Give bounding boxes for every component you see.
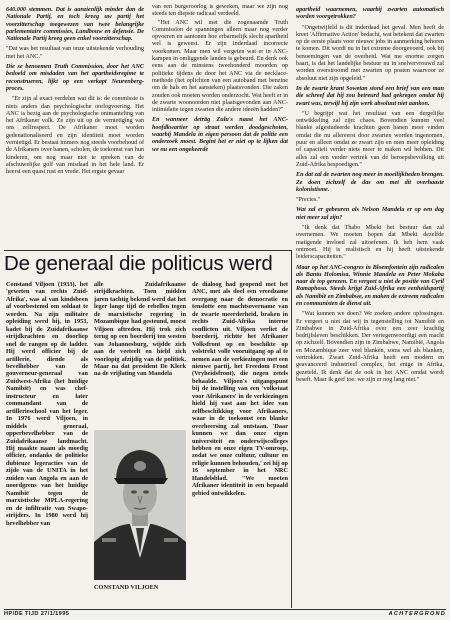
paragraph: Maar op het ANC-congres in Bloemfontein zijn radicalen als Bantu Holomisa, Winnie Mandela en Peter Mokaba naar de top gerezen. En vergeet u niet de positie van Cyril Ramaphosa. Steeds krijgt Zuid-Afrika een eenheidspartij als Namibië en Zimbabwe, en maken de extreem radicalen en communisten de dienst uit. <box>296 264 444 307</box>
paragraph: En wanneer deträg Zulu's naast het ANC-hoofdkwartier op straat werden doodgeschoten, waarbij Mandela in eigen persoon dat de politie een onderzoek moest. Begint het er niet op te lijken dat we nu een ongekeerde <box>152 117 288 153</box>
paragraph: Die se benoemen Truth Commission, door het ANC bedoeld om misdaden van het apartheidsregime te reconstrueren, lijkt op een verkapt Neurenberg-proces. <box>6 64 144 92</box>
paragraph: van een burgeroorlog is geweken, maar we zijn nog steeds ten diepste radicaal verdeeld. <box>152 4 288 18</box>
column-top-1 <box>6 4 144 244</box>
general-portrait-image <box>94 430 186 580</box>
paragraph: 640.000 stemmen. Dat is aanzienlijk minder dan de Nationale Partij, en toch kreeg uw partij het voorzitterschap toegewezen van twee belangrijke parlementaire commissies, Landbouw en defensie. De Nationale Partij kreeg geen enkel voorzitterschap. <box>6 7 144 43</box>
paragraph: alle Zuidafrikaanse strijdkrachten. Toen midden jaren tachtig bekend werd dat het leger lange tijd de rebellen tegen de marxistische regering in Mozambique had gesteund, moest Viljoen aftreden. Hij trok zich terug op een boerderij ten westen van Johannesburg, wijdde zich aan de veeteelt en hield zich voorlopig afzijdig van de politiek. Maar na dat president De Klerk na de vrijlating van Mandela <box>94 281 186 378</box>
article-headline: De generaal die politicus werd <box>4 252 273 275</box>
paragraph: "Dat was het resultaat van onze uitstekende verhouding met het ANC." <box>6 46 144 60</box>
paragraph: "Het ANC wil met die zogenaamde Truth Commission de spanningen alleen maar nog verder opvoeren en aantonen hoe erbarmelijk slecht apartheid wel is geweest. Er zijn inderdaad incorrecte voorkomen. Maar men wil vergeten wat er in ANC-kampen in omliggende landen is gebeurd. En denk ook eens aan de minstens tweehonderd moorden op politieke tijdens de door het ANC via de necklace-methode (het oplichten van een autoband met benzine om de hals en het aansteken) plaatsvonden. Die zaken zouden ook moeten worden onderzocht. Wat heeft er in de zwarte woonoorden niet plaatsgevonden aan ANC-intimidatie tegen zwarten die andere ideeën hadden?" <box>152 19 288 114</box>
paragraph: "Wat kunnen we doen? We zoeken andere oplossingen. Er vergeet u niet dat wij in tegenstelling tot Namibië en Zimbabwe in Zuid-Afrika over een zeer krachtig bedrijfsleven beschikken. Der vertegenwoordigt een macht op zichzelf. Bovendien zijn in Zimbabwe, Namibië, Angola en Mozambique zeer veel blanken, soms wel als blanken, vertrokken. Zwart Zuid-Afrika heeft een modern en geavanceerd industrieel complex, het enige in Afrika, gezeteld. Ik denk dat de ook in het ANC omdat wordt beseft. Maar ik geef toe: we zijn er nog lang niet." <box>296 311 444 383</box>
paragraph: Constand Viljoen (1933), het 'geweten van rechts Zuid-Afrika', was al van kindsbeen af voorbestemd om soldaat te worden. Na zijn militaire opleiding werd hij, in 1953, kadet bij de Zuidafrikaanse strijdkrachten en doorliep snel de rangen op de ladder. Hij werd officier bij de artillerie, diende als bevelhebber van de gouverneur-generaal van Zuidwest-Afrika (het huidige Namibië) en was chef-instructeur en later commandant van de artillerieschool van het leger. In 1976 werd Viljoen, in middels generaal, opperbevelhebber van de Zuidafrikaanse landmacht. Hij maakte naam als moedig officier, ondanks de politieke dubieuze legeracties van de zijde van de UNITA in het zuiden van Angola en aan de noordgrens van het huidige Namibië tegen de marxistische MPLA-regering en de infiltratie van Swapo-strijders. In 1980 werd hij bevelhebber van <box>6 281 88 527</box>
article-column-1 <box>6 281 88 604</box>
portrait-photo <box>94 430 186 580</box>
paragraph: Wat zal er gebeuren als Nelson Mandela er op een dag niet meer zal zijn? <box>296 207 444 221</box>
paragraph: En dat zal de zwarten nog meer in moeilijkheden brengen. Ze doen zichzelf de das om met dit overhaaste kolonistisme. <box>296 172 444 193</box>
article-column-2 <box>94 281 186 427</box>
paragraph: de dialoog had geopend met het ANC, met als doel een vreedzame overgang naar de democratie en tenslotte een machtsovername van de zwarte meerderheid, braken in rechts Zuid-Afrika interne conflicten uit. Viljoen verliet de boerderij, richtte het Afrikaner Volksfront op en beschikte op volstrekt volle vooruitgang op al te nemen aan de verkiezingen met een nieuwe partij, het Freedom Front (Vryheidsfront), die negen zetels behaalde. Viljoen's uitgangspunt bij de instelling van een 'volkstaat voor Afrikaners' in de verkiezingen hield hij vast aan het idee van zelfbeschikking voor Afrikaners, waar in de toekomst een blanke overheersing zal ontstaan. 'Daar kunnen we dan onze eigen universiteit en onderwijscolleges hebben en onze eigen TV-omroep, zodat we onze cultuur, cultuur en religie kunnen behouden,' zei hij op 16 september in het NRC Handelsblad. "We moeten Afrikaner identiteit in een bepaald gebied ontwikkelen. <box>192 281 288 497</box>
paragraph: In de zwarte krant Sowetan stond een brief van een man die schreef dat hij zou betreurd had gekregen omdat hij zwart was, terwijl hij zijn werk absoluut niet aankon. <box>296 85 444 107</box>
article-column-3 <box>192 281 288 604</box>
column-divider <box>291 250 292 608</box>
paragraph: "Ik denk dat Thabo Mbeki het bestuur dan zal overnemen. We moeten hopen dat Mbeki dezelfde matigende invloed zal uitoefenen. Ik heb hem vaak ontmoet. Hij is realistisch en hij heeft uitstekende leiderscapaciteiten." <box>296 225 444 261</box>
page-footer <box>4 609 446 619</box>
paragraph: "U begrijpt wat het resultaat van een dergelijke ontwikkeling zal zijn: chaos. Bovendien kunnen veel blanke afgestudeerde krachten geen banen meer vinden omdat die nu allereerst door zwarten worden ingenomen, puur en alleen omdat ze zwart zijn en men meer opleiding of capaciteit verder niets meer te maken wil hebben. Dit alles zal een verder vertrek van de beroepsbevolking uit Zuid-Afrika bespoedigen." <box>296 110 444 168</box>
section-label: ACHTERGROND <box>388 611 446 617</box>
paragraph: apartheid waarnemen, waarbij zwarten automatisch worden voorgetrokken? <box>296 7 444 21</box>
column-top-2 <box>152 4 288 244</box>
paragraph: "Ongetwijfeld is dit inderdaad het geval. Men heeft de kreet 'Affirmative Action' bedacht, wat betekent dat zwarten op de eerste plaats voor nieuwe jobs in aanmerking behoren te komen. Dit wordt nu in het extreme doorgevoerd, ook bij benoemingen van de overheid. Wat me enorme zorgen baart, is dat het landelijke bestuur nu in snelvervrouwd zal worden overstroomd met zwarten op posten waarvoor ze absoluut niet zijn opgeleid." <box>296 24 444 82</box>
photo-caption <box>94 584 186 606</box>
paragraph: "Er zijn al exact verdelen wat dit is: de commissie is niets anders dan psychologische oorlogvoering. Het ANC is bezig aan de psychologische ontmanteling van het Afrikaner volk. Ze zijn uit op de vernietiging van ons zelfrespect. De Afrikaner moet worden gedenationaliseerd en zijn identiteit moet worden vernietigd. Er bestaat immers nog steeds voorbehoud of de Afrikaners over banen, scholen, de toekomst van hun kinderen, om nog maar niet te spreken van de afschuwelijke golf van misdaad in het hele land. Er heerst een quasi rust en vrede. Het ergste gevaar <box>6 96 144 176</box>
paragraph: "Precies." <box>296 197 321 204</box>
paragraph: CONSTAND VILJOEN <box>94 584 159 591</box>
issue-label: HP/DE TIJD 27/1/1995 <box>4 611 70 617</box>
column-right <box>296 4 444 614</box>
section-divider <box>4 250 292 251</box>
